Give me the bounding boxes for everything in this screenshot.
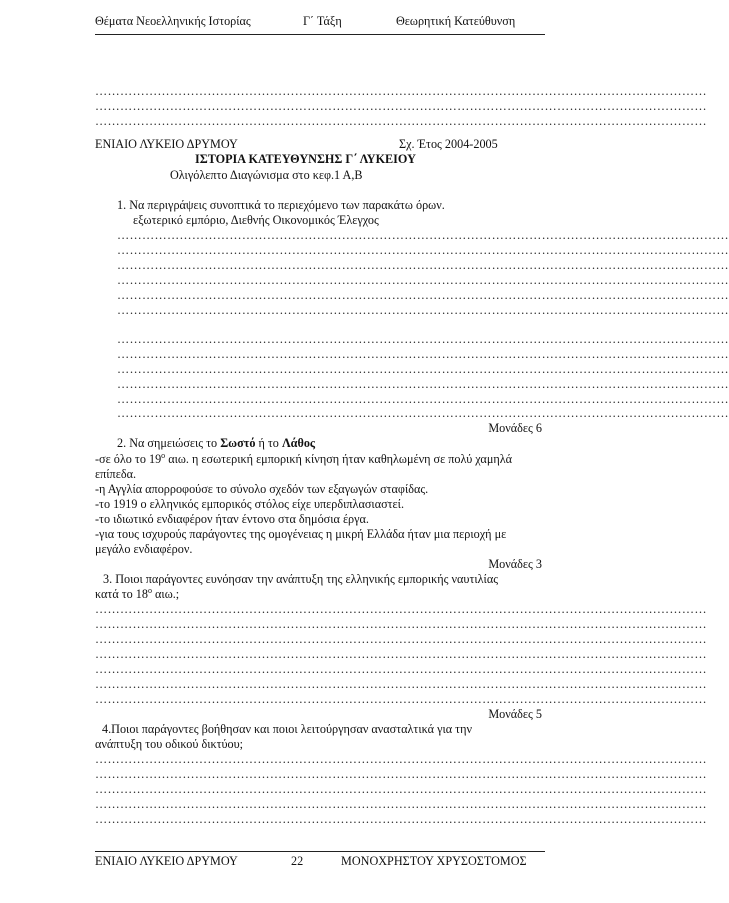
page-number: 22 [291, 854, 304, 868]
footer-left: ΕΝΙΑΙΟ ΛΥΚΕΙΟ ΔΡΥΜΟΥ [95, 854, 238, 868]
school-name: ΕΝΙΑΙΟ ΛΥΚΕΙΟ ΔΡΥΜΟΥ [95, 137, 238, 151]
statement-4: -το ιδιωτικό ενδιαφέρον ήταν έντονο στα δημόσια έργα. [95, 512, 369, 526]
footer-rule [95, 851, 545, 852]
question-1-terms: εξωτερικό εμπόριο, Διεθνής Οικονομικός Έλεγχος [133, 213, 379, 227]
header-right: Θεωρητική Κατεύθυνση [396, 14, 516, 28]
dotted-line: ………………………………………………………………………………………………………………………………… [95, 767, 707, 781]
question-3-cont [95, 587, 179, 602]
dotted-line: ………………………………………………………………………………………………………………………………… [95, 782, 707, 796]
question-3-b: αιω.; [151, 587, 180, 601]
dotted-line: ………………………………………………………………………………………………………………………………… [117, 243, 729, 257]
dotted-line: ………………………………………………………………………………………………………………………………… [95, 617, 707, 631]
question-1-marks: Μονάδες 6 [488, 421, 542, 435]
header-rule [95, 34, 545, 35]
school-year: Σχ. Έτος 2004-2005 [399, 137, 498, 151]
question-2-or: ή το [255, 436, 282, 450]
dotted-line: ………………………………………………………………………………………………………………………………… [117, 303, 729, 317]
footer-right: ΜΟΝΟΧΡΗΣΤΟΥ ΧΡΥΣΟΣΤΟΜΟΣ [341, 854, 527, 868]
dotted-line: ………………………………………………………………………………………………………………………………… [95, 752, 707, 766]
question-2-marks: Μονάδες 3 [488, 557, 542, 571]
dotted-line: ………………………………………………………………………………………………………………………………… [95, 632, 707, 646]
statement-3: -το 1919 ο ελληνικός εμπορικός στόλος είχε υπερδιπλασιαστεί. [95, 497, 405, 511]
dotted-line: ………………………………………………………………………………………………………………………………… [117, 392, 729, 406]
dotted-line: ………………………………………………………………………………………………………………………………… [95, 797, 707, 811]
dotted-line: ………………………………………………………………………………………………………………………………… [117, 258, 729, 272]
dotted-line: ………………………………………………………………………………………………………………………………… [117, 347, 729, 361]
dotted-line: ………………………………………………………………………………………………………………………………… [117, 332, 729, 346]
question-1: 1. Να περιγράψεις συνοπτικά το περιεχόμενο των παρακάτω όρων. [117, 198, 445, 212]
dotted-line: ………………………………………………………………………………………………………………………………… [95, 812, 707, 826]
dotted-line: ………………………………………………………………………………………………………………………………… [117, 228, 729, 242]
dotted-line: ………………………………………………………………………………………………………………………………… [95, 647, 707, 661]
statement-1 [95, 452, 512, 467]
page-title: ΙΣΤΟΡΙΑ ΚΑΤΕΥΘΥΝΣΗΣ Γ΄ ΛΥΚΕΙΟΥ [195, 152, 416, 166]
question-4-cont: ανάπτυξη του οδικού δικτύου; [95, 737, 244, 751]
statement-5: -για τους ισχυρούς παράγοντες της ομογένειας η μικρή Ελλάδα ήταν μια περιοχή με [95, 527, 507, 541]
question-4: 4.Ποιοι παράγοντες βοήθησαν και ποιοι λειτούργησαν ανασταλτικά για την [102, 722, 472, 736]
dotted-line: ………………………………………………………………………………………………………………………………… [95, 602, 707, 616]
statement-1-a: -σε όλο το 19 [95, 452, 162, 466]
statement-1-cont: επίπεδα. [95, 467, 136, 481]
question-3-marks: Μονάδες 5 [488, 707, 542, 721]
dotted-line: ………………………………………………………………………………………………………………………………… [95, 114, 707, 128]
dotted-line: ………………………………………………………………………………………………………………………………… [117, 362, 729, 376]
header-left: Θέματα Νεοελληνικής Ιστορίας [95, 14, 251, 28]
dotted-line: ………………………………………………………………………………………………………………………………… [117, 288, 729, 302]
dotted-line: ………………………………………………………………………………………………………………………………… [95, 99, 707, 113]
question-3-sup: ο [147, 585, 152, 595]
question-2-wrong: Λάθος [281, 436, 316, 450]
dotted-line: ………………………………………………………………………………………………………………………………… [117, 377, 729, 391]
dotted-line: ………………………………………………………………………………………………………………………………… [95, 84, 707, 98]
question-3-a: κατά το 18 [95, 587, 148, 601]
dotted-line: ………………………………………………………………………………………………………………………………… [95, 677, 707, 691]
dotted-line: ………………………………………………………………………………………………………………………………… [117, 406, 729, 420]
question-3: 3. Ποιοι παράγοντες ευνόησαν την ανάπτυξη της ελληνικής εμπορικής ναυτιλίας [103, 572, 499, 586]
question-2-correct: Σωστό [220, 436, 256, 450]
dotted-line: ………………………………………………………………………………………………………………………………… [95, 692, 707, 706]
statement-2: -η Αγγλία απορροφούσε το σύνολο σχεδόν των εξαγωγών σταφίδας. [95, 482, 429, 496]
page-subtitle: Ολιγόλεπτο Διαγώνισμα στο κεφ.1 Α,Β [170, 168, 363, 182]
statement-1-b: αιω. η εσωτερική εμπορική κίνηση ήταν καθηλωμένη σε πολύ χαμηλά [165, 452, 513, 466]
statement-1-sup: ο [161, 450, 166, 460]
question-2 [117, 436, 315, 451]
dotted-line: ………………………………………………………………………………………………………………………………… [95, 662, 707, 676]
dotted-line: ………………………………………………………………………………………………………………………………… [117, 273, 729, 287]
header-center: Γ΄ Τάξη [303, 14, 342, 28]
question-2-text: 2. Να σημειώσεις το [117, 436, 221, 450]
statement-5-cont: μεγάλο ενδιαφέρον. [95, 542, 193, 556]
